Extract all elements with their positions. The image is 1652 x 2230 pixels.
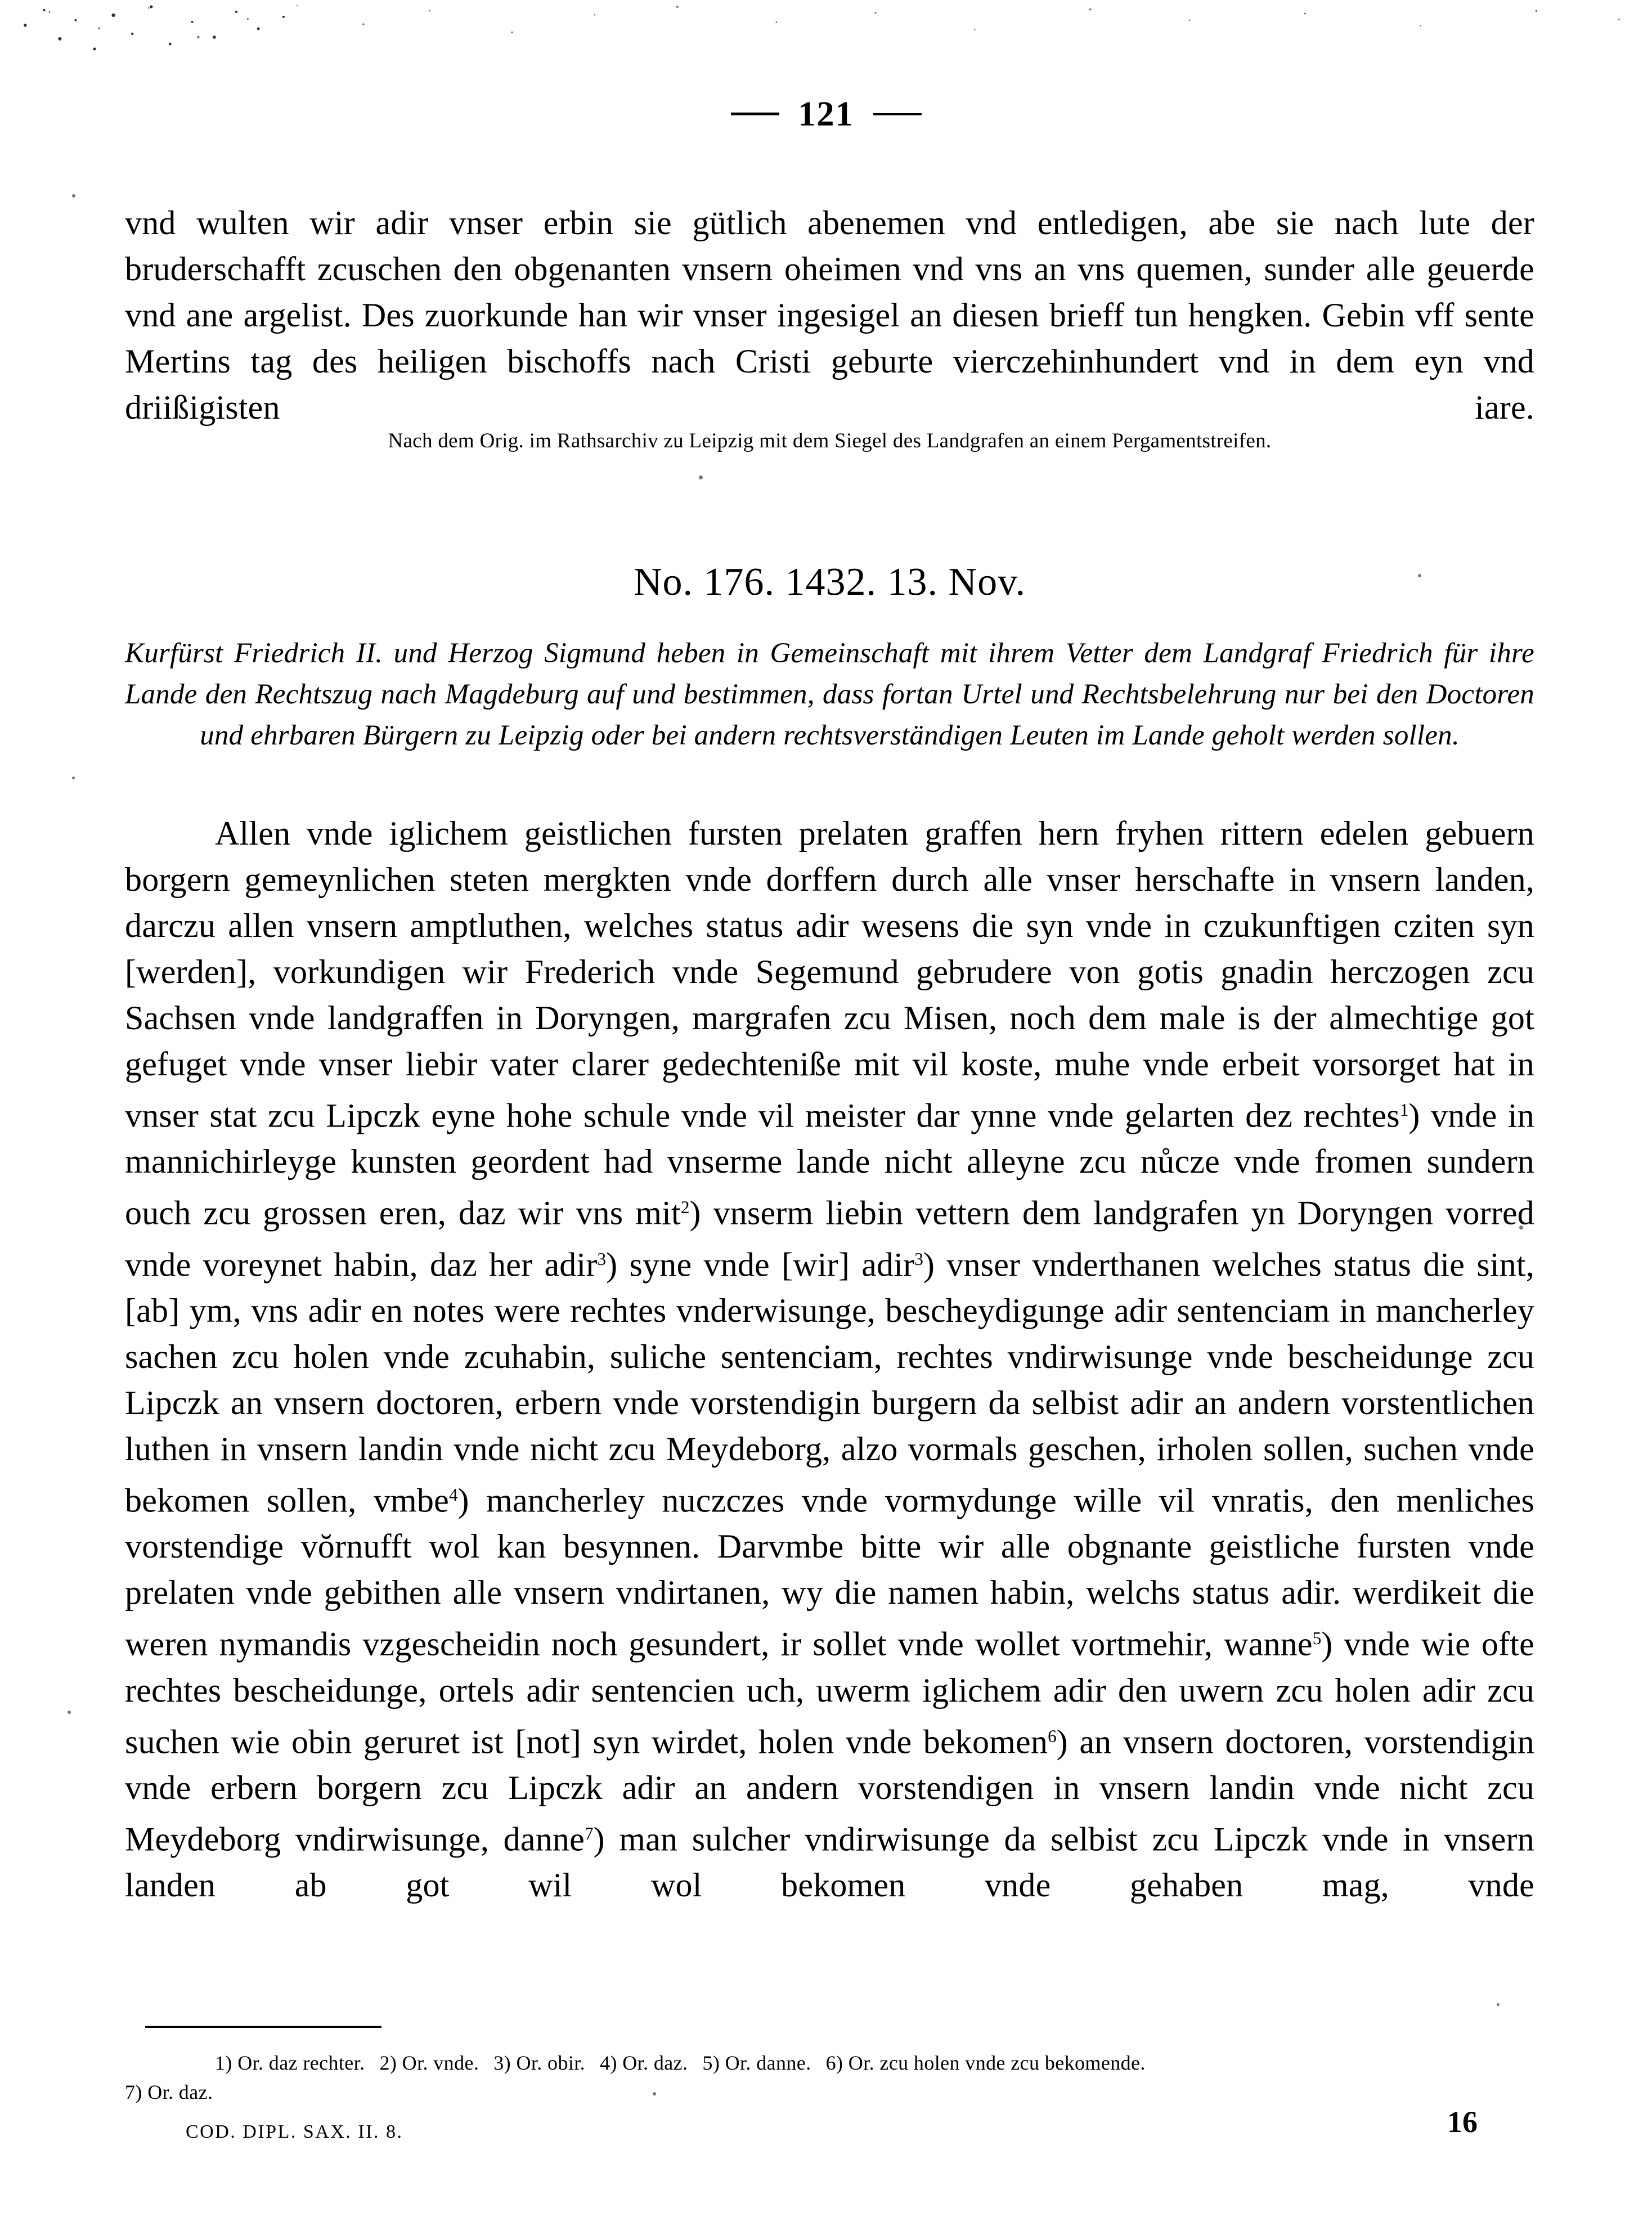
body-segment: ) vnde wie ofte rechtes bescheidunge, ortels adir sentencien uch, uwerm iglichem adir den uwern zcu holen adir zcu suchen wie obin geruret ist [not] syn wirdet, holen vnde bekomen (125, 1625, 1534, 1761)
folio-rule-left (731, 113, 779, 115)
footnote-ref-5[interactable]: 5 (1312, 1628, 1322, 1649)
signature-number: 16 (1447, 2105, 1478, 2139)
footnote-ref-3b[interactable]: 3 (914, 1249, 923, 1269)
body-segment: ) an vnsern doctoren, vorstendigin vnde erbern borgern zcu Lipczk adir an andern vorstendigen in vnsern landin vnde nicht zcu Meydeborg vndirwisunge, danne (125, 1723, 1534, 1858)
folio-rule-right (873, 113, 922, 115)
continued-paragraph: vnd wulten wir adir vnser erbin sie gütlich abenemen vnd entledigen, abe sie nach lute der bruderschafft zcuschen den obgenanten vnsern oheimen vnd vns an vns quemen, sunder alle geuerde vnd ane argelist. Des zuorkunde han wir vnser ingesigel an diesen brieff tun hengken. Gebin vff sente Mertins tag des heiligen bischoffs nach Cristi geburte vierczehinhundert vnd in dem eyn vnd driißigisten iare. (125, 204, 1534, 426)
body-segment: ) vnser vnderthanen welches status die sint, [ab] ym, vns adir en notes were rechtes vnderwisunge, bescheydigunge adir sentenciam in mancherley sachen zcu holen vnde zcuhabin, suliche sentenciam, rechtes vndirwisunge vnde bescheidunge zcu Lipczk an vnsern doctoren, erbern vnde vorstendigin burgern da selbist adir an andern vorstentlichen luthen in vnsern landin vnde nicht zcu Meydeborg, alzo vormals geschen, irholen sollen, suchen vnde bekomen sollen, vmbe (125, 1246, 1534, 1519)
footnote-item: 3) Or. obir. (493, 2052, 586, 2074)
footnote-ref-7[interactable]: 7 (584, 1824, 594, 1844)
body-segment: ) vnde in mannichirleyge kunsten geordent had vnserme lande nicht alleyne zcu nůcze vnde fromen sundern ouch zcu grossen eren, daz wir vns mit (125, 1097, 1534, 1232)
body-segment: ) man sulcher vndirwisunge da selbist zcu Lipczk vnde in vnsern landen ab got wil wol bekomen vnde gehaben mag, vnde (125, 1820, 1535, 1904)
footnote-item: 7) Or. daz. (125, 2081, 213, 2103)
footnote-item: 1) Or. daz rechter. (215, 2052, 365, 2074)
document-regest: Kurfürst Friedrich II. und Herzog Sigmund heben in Gemeinschaft mit ihrem Vetter dem Landgraf Friedrich für ihre Lande den Rechtszug nach Magdeburg auf und bestimmen, dass fortan Urtel und Rechtsbelehrung nur bei den Doctoren und ehrbaren Bürgern zu Leipzig oder bei andern rechtsverständigen Leuten im Lande geholt werden sollen. (125, 638, 1534, 751)
source-note: Nach dem Orig. im Rathsarchiv zu Leipzig mit dem Siegel des Landgrafen an einem Pergamentstreifen. (388, 429, 1272, 452)
charter-body (125, 810, 1534, 1908)
footnote-separator (145, 2026, 381, 2028)
footnote-ref-2[interactable]: 2 (680, 1197, 690, 1218)
footnote-item: 6) Or. zcu holen vnde zcu bekomende. (825, 2052, 1146, 2074)
running-title-footer: COD. DIPL. SAX. II. 8. (186, 2121, 403, 2142)
footnote-ref-3[interactable]: 3 (597, 1249, 607, 1269)
document-heading: No. 176. 1432. 13. Nov. (633, 560, 1026, 604)
scan-speckle-band (0, 0, 1652, 68)
footnote-ref-6[interactable]: 6 (1048, 1726, 1057, 1746)
scan-fleck (72, 777, 75, 779)
scan-fleck (72, 194, 75, 198)
footnote-apparatus (125, 2048, 1534, 2107)
footnote-ref-1[interactable]: 1 (1399, 1100, 1409, 1120)
body-segment: ) vnserm liebin vettern dem landgrafen yn Doryngen vorred vnde voreynet habin, daz her adir (125, 1194, 1534, 1284)
scan-fleck (1497, 2003, 1500, 2006)
body-segment: ) mancherley nuczczes vnde vormydunge wille vil vnratis, den menliches vorstendige vŏrnufft wol kan besynnen. Darvmbe bitte wir alle obgnante geistliche fursten vnde prelaten vnde gebithen alle vnsern vndirtanen, wy die namen habin, welchs status adir. werdikeit die weren nymandis vzgescheidin noch gesundert, ir sollet vnde wollet vortmehir, wanne (125, 1482, 1534, 1663)
body-segment: ) syne vnde [wir] adir (606, 1246, 915, 1284)
page-number-header (0, 95, 1652, 134)
scan-fleck (699, 475, 703, 479)
footnote-item: 4) Or. daz. (600, 2052, 688, 2074)
footnote-item: 5) Or. danne. (702, 2052, 811, 2074)
footnote-ref-4[interactable]: 4 (448, 1485, 458, 1505)
scan-speckle-corner (0, 0, 315, 84)
scan-fleck (68, 1711, 71, 1714)
footnote-item: 2) Or. vnde. (379, 2052, 479, 2074)
body-segment: Allen vnde iglichem geistlichen fursten prelaten graffen hern fryhen rittern edelen gebuern borgern gemeynlichen steten mergkten vnde dorffern durch alle vnser herschafte in vnsern landen, darczu allen vnsern amptluthen, welches status adir wesens die syn vnde in czukunftigen cziten syn [werden], vorkundigen wir Frederich vnde Segemund gebrudere von gotis gnadin herczogen zcu Sachsen vnde landgraffen in Doryngen, margrafen zcu Misen, noch dem male is der almechtige got gefuget vnde vnser liebir vater clarer gedechteniße mit vil koste, muhe vnde erbeit vorsorget hat in vnser stat zcu Lipczk eyne hohe schule vnde vil meister dar ynne vnde gelarten dez rechtes (125, 815, 1534, 1134)
page-number: 121 (798, 95, 854, 133)
